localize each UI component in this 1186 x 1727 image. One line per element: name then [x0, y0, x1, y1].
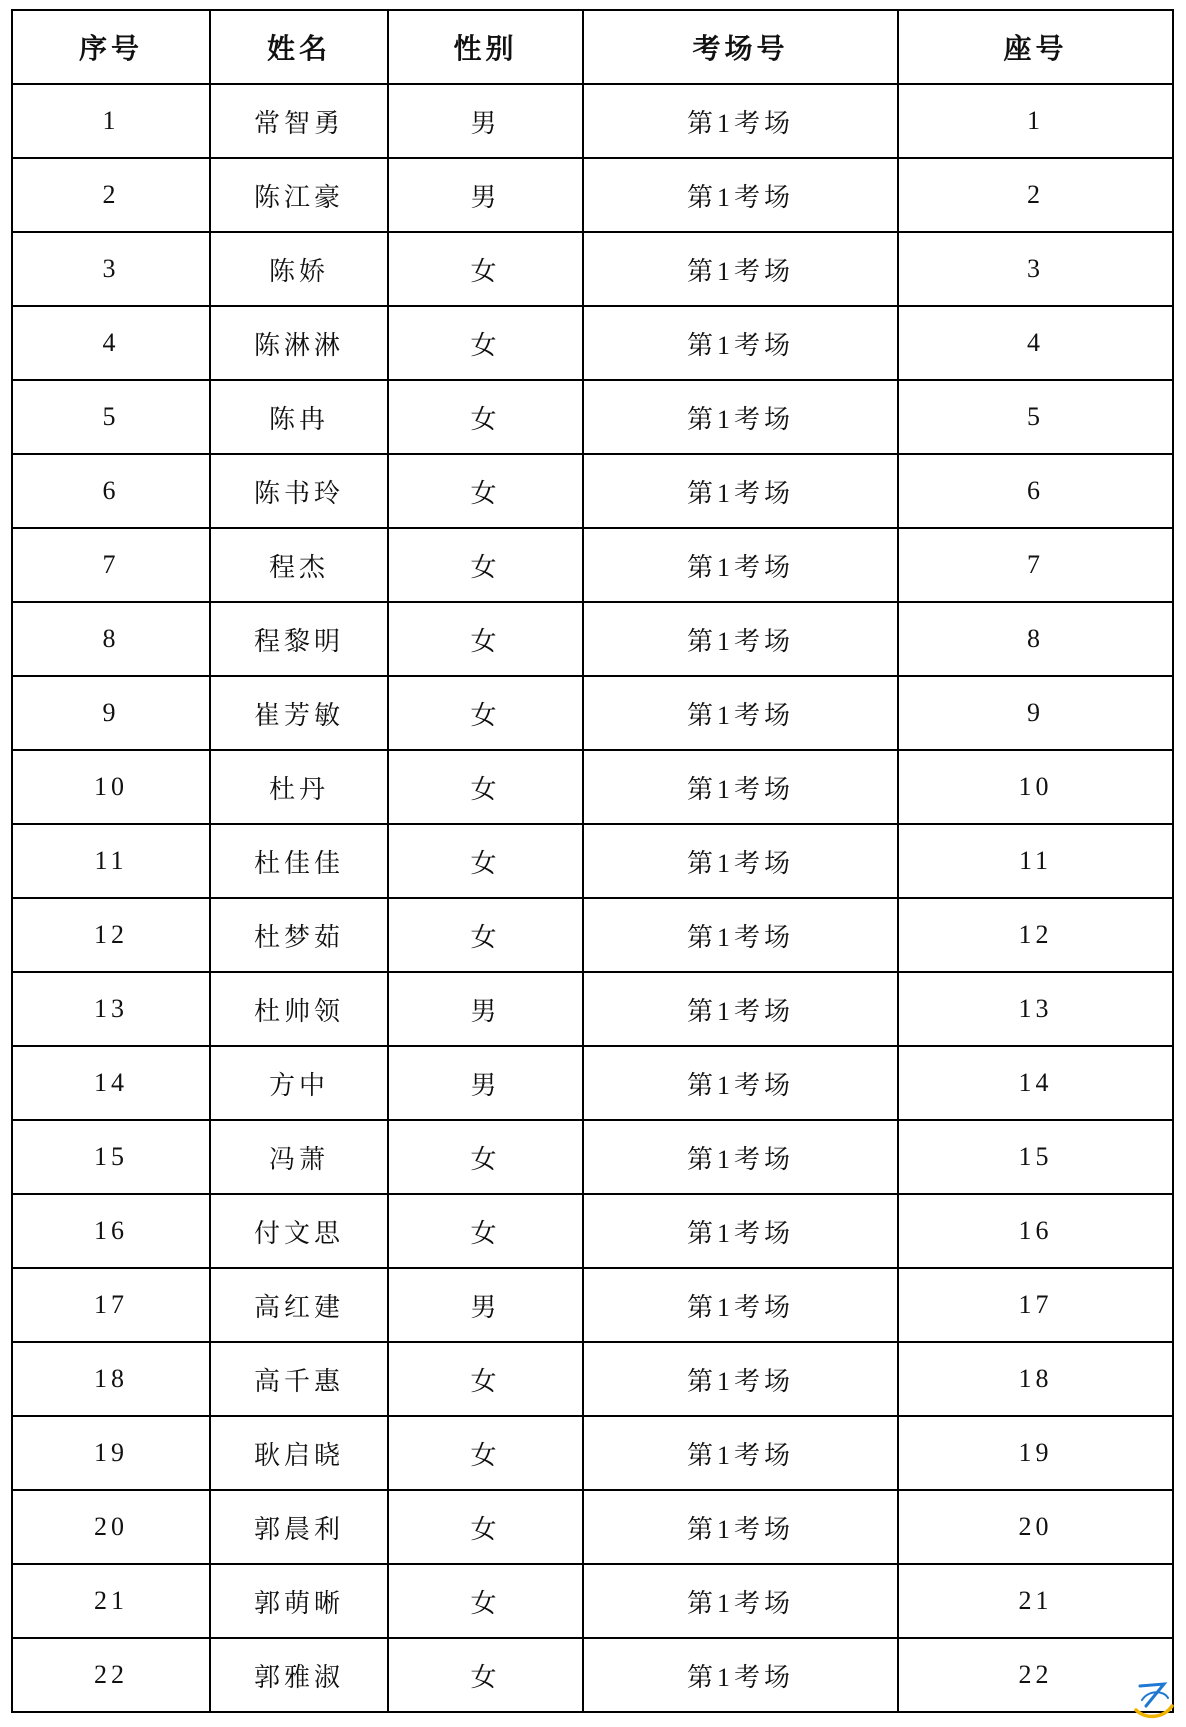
cell-name: 程黎明 [210, 602, 388, 676]
cell-gender: 女 [388, 306, 583, 380]
cell-exam-room: 第1考场 [583, 1120, 898, 1194]
cell-name: 方中 [210, 1046, 388, 1120]
cell-serial-number: 6 [12, 454, 210, 528]
cell-seat-number: 11 [898, 824, 1173, 898]
cell-seat-number: 13 [898, 972, 1173, 1046]
cell-name: 冯萧 [210, 1120, 388, 1194]
cell-gender: 女 [388, 1342, 583, 1416]
table-row [12, 750, 1173, 824]
cell-seat-number: 19 [898, 1416, 1173, 1490]
table-row [12, 1120, 1173, 1194]
cell-name: 郭萌晰 [210, 1564, 388, 1638]
exam-roster-table [11, 9, 1174, 1713]
cell-serial-number: 5 [12, 380, 210, 454]
cell-name: 陈冉 [210, 380, 388, 454]
cell-gender: 女 [388, 898, 583, 972]
cell-name: 常智勇 [210, 84, 388, 158]
table-row [12, 158, 1173, 232]
table-row [12, 232, 1173, 306]
cell-gender: 男 [388, 972, 583, 1046]
cell-name: 杜佳佳 [210, 824, 388, 898]
cell-serial-number: 1 [12, 84, 210, 158]
cell-exam-room: 第1考场 [583, 454, 898, 528]
cell-gender: 女 [388, 750, 583, 824]
cell-exam-room: 第1考场 [583, 1194, 898, 1268]
header-row [12, 10, 1173, 84]
cell-gender: 女 [388, 602, 583, 676]
cell-seat-number: 14 [898, 1046, 1173, 1120]
cell-seat-number: 16 [898, 1194, 1173, 1268]
table-row [12, 1564, 1173, 1638]
cell-gender: 女 [388, 380, 583, 454]
cell-serial-number: 21 [12, 1564, 210, 1638]
cell-gender: 女 [388, 1120, 583, 1194]
table-row [12, 1194, 1173, 1268]
cell-seat-number: 10 [898, 750, 1173, 824]
cell-seat-number: 7 [898, 528, 1173, 602]
table-row [12, 1638, 1173, 1712]
cell-name: 杜丹 [210, 750, 388, 824]
cell-exam-room: 第1考场 [583, 380, 898, 454]
cell-seat-number: 22 [898, 1638, 1173, 1712]
cell-gender: 男 [388, 158, 583, 232]
header-exam-room: 考场号 [583, 10, 898, 84]
cell-exam-room: 第1考场 [583, 1564, 898, 1638]
cell-seat-number: 4 [898, 306, 1173, 380]
header-seat-number: 座号 [898, 10, 1173, 84]
cell-exam-room: 第1考场 [583, 306, 898, 380]
cell-serial-number: 22 [12, 1638, 210, 1712]
cell-serial-number: 13 [12, 972, 210, 1046]
table-row [12, 676, 1173, 750]
table-row [12, 84, 1173, 158]
cell-serial-number: 19 [12, 1416, 210, 1490]
header-name: 姓名 [210, 10, 388, 84]
cell-gender: 女 [388, 1638, 583, 1712]
cell-name: 耿启晓 [210, 1416, 388, 1490]
cell-exam-room: 第1考场 [583, 898, 898, 972]
cell-name: 高千惠 [210, 1342, 388, 1416]
cell-exam-room: 第1考场 [583, 84, 898, 158]
table-row [12, 380, 1173, 454]
header-serial-number: 序号 [12, 10, 210, 84]
cell-gender: 女 [388, 1416, 583, 1490]
cell-gender: 女 [388, 1490, 583, 1564]
cell-exam-room: 第1考场 [583, 1046, 898, 1120]
table-row [12, 1268, 1173, 1342]
table-row [12, 528, 1173, 602]
cell-exam-room: 第1考场 [583, 1416, 898, 1490]
table-row [12, 454, 1173, 528]
table-row [12, 602, 1173, 676]
cell-seat-number: 15 [898, 1120, 1173, 1194]
cell-gender: 女 [388, 528, 583, 602]
cell-name: 高红建 [210, 1268, 388, 1342]
cell-seat-number: 9 [898, 676, 1173, 750]
cell-name: 陈江豪 [210, 158, 388, 232]
cell-serial-number: 4 [12, 306, 210, 380]
table-header [12, 10, 1173, 84]
cell-exam-room: 第1考场 [583, 972, 898, 1046]
cell-gender: 女 [388, 1564, 583, 1638]
cell-serial-number: 15 [12, 1120, 210, 1194]
cell-serial-number: 2 [12, 158, 210, 232]
cell-exam-room: 第1考场 [583, 1342, 898, 1416]
cell-gender: 女 [388, 1194, 583, 1268]
cell-exam-room: 第1考场 [583, 676, 898, 750]
header-gender: 性别 [388, 10, 583, 84]
cell-name: 崔芳敏 [210, 676, 388, 750]
table-row [12, 1342, 1173, 1416]
cell-name: 杜帅领 [210, 972, 388, 1046]
cell-serial-number: 16 [12, 1194, 210, 1268]
cell-gender: 男 [388, 1046, 583, 1120]
cell-exam-room: 第1考场 [583, 232, 898, 306]
cell-gender: 男 [388, 84, 583, 158]
cell-seat-number: 1 [898, 84, 1173, 158]
cell-serial-number: 9 [12, 676, 210, 750]
table-row [12, 1416, 1173, 1490]
watermark-logo-icon [1130, 1676, 1176, 1722]
cell-exam-room: 第1考场 [583, 1638, 898, 1712]
table-row [12, 824, 1173, 898]
cell-gender: 男 [388, 1268, 583, 1342]
cell-serial-number: 17 [12, 1268, 210, 1342]
cell-exam-room: 第1考场 [583, 528, 898, 602]
cell-seat-number: 8 [898, 602, 1173, 676]
roster-sheet [11, 9, 1172, 1713]
cell-serial-number: 12 [12, 898, 210, 972]
cell-exam-room: 第1考场 [583, 750, 898, 824]
cell-seat-number: 18 [898, 1342, 1173, 1416]
table-row [12, 972, 1173, 1046]
cell-seat-number: 12 [898, 898, 1173, 972]
cell-gender: 女 [388, 824, 583, 898]
cell-gender: 女 [388, 454, 583, 528]
cell-seat-number: 3 [898, 232, 1173, 306]
cell-exam-room: 第1考场 [583, 1268, 898, 1342]
cell-serial-number: 7 [12, 528, 210, 602]
table-row [12, 898, 1173, 972]
cell-serial-number: 20 [12, 1490, 210, 1564]
cell-gender: 女 [388, 232, 583, 306]
table-body [12, 84, 1173, 1712]
cell-name: 陈淋淋 [210, 306, 388, 380]
cell-gender: 女 [388, 676, 583, 750]
cell-serial-number: 10 [12, 750, 210, 824]
cell-name: 杜梦茹 [210, 898, 388, 972]
table-row [12, 306, 1173, 380]
cell-seat-number: 6 [898, 454, 1173, 528]
cell-serial-number: 8 [12, 602, 210, 676]
cell-exam-room: 第1考场 [583, 824, 898, 898]
cell-seat-number: 21 [898, 1564, 1173, 1638]
cell-name: 付文思 [210, 1194, 388, 1268]
cell-serial-number: 11 [12, 824, 210, 898]
cell-serial-number: 14 [12, 1046, 210, 1120]
cell-exam-room: 第1考场 [583, 602, 898, 676]
table-row [12, 1490, 1173, 1564]
cell-seat-number: 2 [898, 158, 1173, 232]
cell-serial-number: 18 [12, 1342, 210, 1416]
cell-name: 陈娇 [210, 232, 388, 306]
cell-exam-room: 第1考场 [583, 158, 898, 232]
cell-exam-room: 第1考场 [583, 1490, 898, 1564]
cell-seat-number: 5 [898, 380, 1173, 454]
table-row [12, 1046, 1173, 1120]
cell-serial-number: 3 [12, 232, 210, 306]
cell-name: 陈书玲 [210, 454, 388, 528]
cell-seat-number: 20 [898, 1490, 1173, 1564]
cell-seat-number: 17 [898, 1268, 1173, 1342]
cell-name: 程杰 [210, 528, 388, 602]
cell-name: 郭雅淑 [210, 1638, 388, 1712]
cell-name: 郭晨利 [210, 1490, 388, 1564]
